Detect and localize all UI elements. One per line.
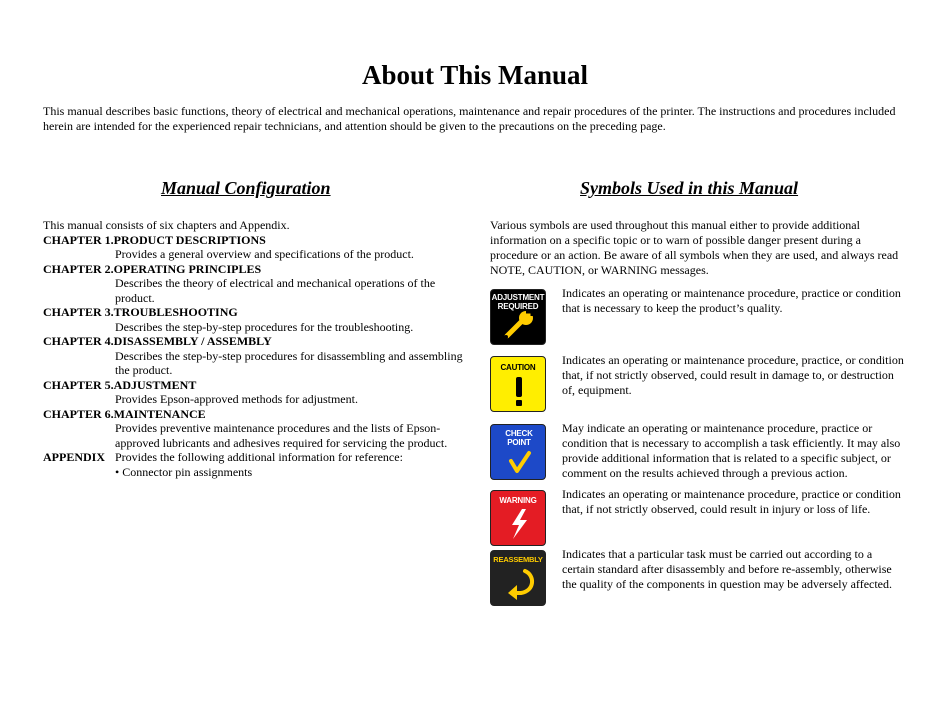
chapter-label: CHAPTER 2. <box>43 261 114 276</box>
check-point-description: May indicate an operating or maintenance procedure, practice or condition that is necessary to accomplish a task efficiently. It may also provide additional information that is related to a specific subject, or comment on the results achieved through a previous action. <box>562 421 901 480</box>
chapter-1 <box>43 233 463 262</box>
manual-configuration-heading: Manual Configuration <box>161 178 331 198</box>
lightning-icon <box>491 491 546 546</box>
chapter-description: Describes the step-by-step procedures for the troubleshooting. <box>115 319 414 334</box>
chapter-title: ADJUSTMENT <box>113 377 197 392</box>
check-point-badge <box>490 424 546 480</box>
caution-description: Indicates an operating or maintenance procedure, practice, or condition that, if not strictly observed, could result in damage to, or destruction of, equipment. <box>562 353 904 397</box>
reassembly-description: Indicates that a particular task must be carried out according to a certain standard after disassembly and before re-assembly, otherwise the quality of the components in question may be adversely affected. <box>562 547 893 591</box>
wrench-icon <box>491 290 546 345</box>
chapter-2 <box>43 262 463 306</box>
badge-label: CHECK POINT <box>505 429 533 447</box>
chapter-title: PRODUCT DESCRIPTIONS <box>113 232 266 247</box>
chapter-3 <box>43 305 463 334</box>
adjustment-required-badge <box>490 289 546 345</box>
chapter-4 <box>43 334 463 378</box>
chapter-6 <box>43 407 463 451</box>
appendix <box>43 450 463 479</box>
caution-badge <box>490 356 546 412</box>
chapter-label: CHAPTER 1. <box>43 232 114 247</box>
manual-configuration-section <box>43 218 463 479</box>
warning-description: Indicates an operating or maintenance procedure, practice or condition that, if not strictly observed, could result in injury or loss of life. <box>562 487 901 516</box>
chapter-title: DISASSEMBLY / ASSEMBLY <box>113 334 272 348</box>
chapter-description: Provides preventive maintenance procedures and the lists of Epson-approved lubricants and adhesives required for servicing the product. <box>115 421 448 450</box>
symbols-heading: Symbols Used in this Manual <box>580 178 799 198</box>
appendix-description: Provides the following additional information for reference: <box>115 450 403 464</box>
chapter-5 <box>43 378 463 407</box>
checkmark-icon <box>491 425 546 480</box>
badge-label: CAUTION <box>500 363 536 372</box>
configuration-intro: This manual consists of six chapters and Appendix. <box>43 218 290 232</box>
chapter-label: CHAPTER 5. <box>43 377 114 392</box>
badge-label: WARNING <box>499 496 537 505</box>
chapter-label: CHAPTER 3. <box>43 305 114 319</box>
chapter-title: MAINTENANCE <box>113 406 206 421</box>
adjustment-required-description: Indicates an operating or maintenance procedure, practice or condition that is necessary to keep the product’s quality. <box>562 286 901 315</box>
appendix-item: • Connector pin assignments <box>115 464 253 479</box>
return-arrow-icon <box>491 551 546 606</box>
chapter-description: Describes the step-by-step procedures for disassembling and assembling the product. <box>115 348 463 377</box>
exclamation-icon <box>491 357 546 412</box>
chapter-description: Provides a general overview and specifications of the product. <box>115 247 414 261</box>
symbols-intro: Various symbols are used throughout this manual either to provide additional information on a specific topic or to warn of possible danger present during a procedure or an action. Be aware of all symbols when they are used, and always read NOTE, CAUTION, or WARNING messages. <box>490 218 899 277</box>
reassembly-badge <box>490 550 546 606</box>
intro-paragraph: This manual describes basic functions, theory of electrical and mechanical operations, maintenance and repair procedures of the printer. The instructions and procedures included herein are intended for the experienced repair technicians, and attention should be given to the precautions on the preceding page. <box>43 104 896 133</box>
chapter-label: CHAPTER 6. <box>43 406 114 421</box>
chapter-description: Describes the theory of electrical and mechanical operations of the product. <box>115 276 436 305</box>
badge-label: ADJUSTMENT REQUIRED <box>491 293 545 311</box>
chapter-title: OPERATING PRINCIPLES <box>113 261 262 276</box>
chapter-description: Provides Epson-approved methods for adjustment. <box>115 392 358 406</box>
appendix-label: APPENDIX <box>43 450 105 464</box>
badge-label: REASSEMBLY <box>493 555 543 564</box>
page-title: About This Manual <box>361 60 589 90</box>
chapter-title: TROUBLESHOOTING <box>113 305 238 319</box>
warning-badge <box>490 490 546 546</box>
chapter-label: CHAPTER 4. <box>43 334 114 348</box>
